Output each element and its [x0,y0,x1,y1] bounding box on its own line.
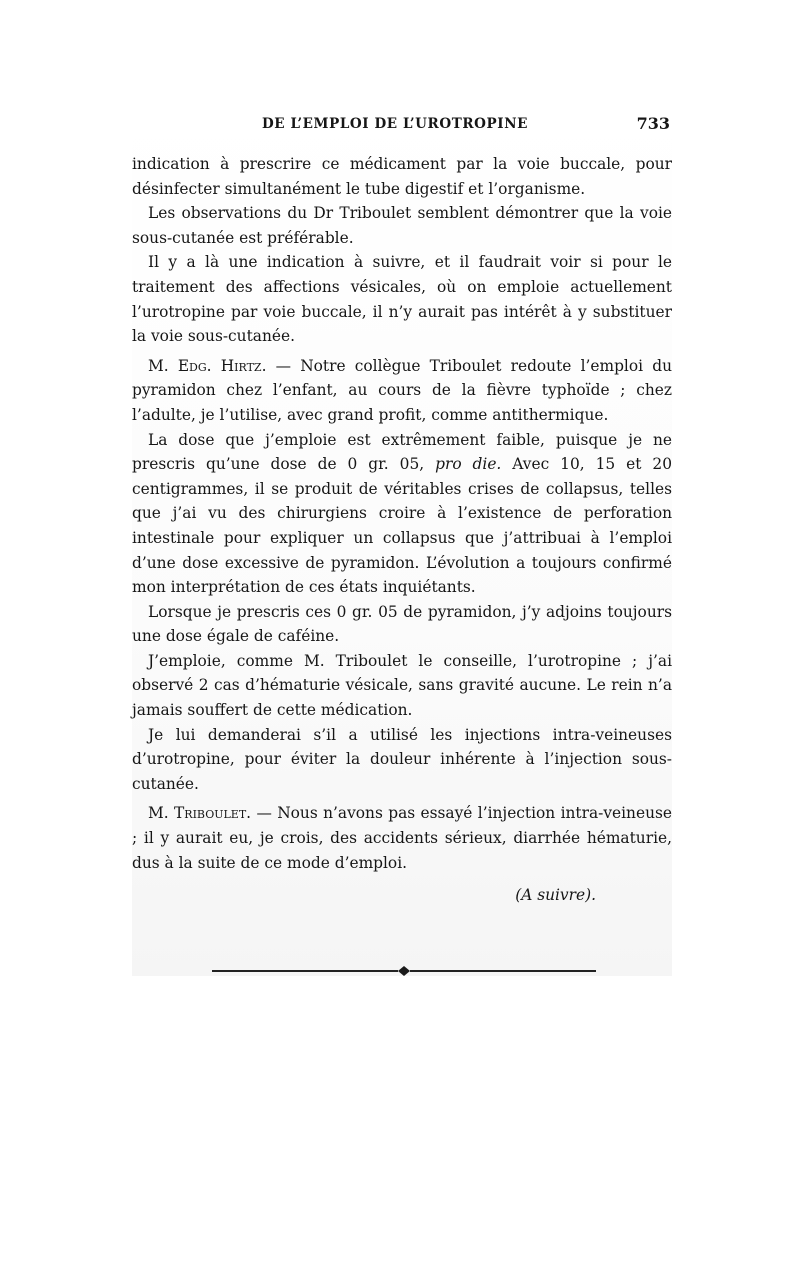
paragraph [132,801,672,875]
page-number: 733 [636,114,670,133]
page-body [132,152,672,908]
continuation-note: (A suivre). [515,886,596,905]
paragraph-text: La dose que j’emploie est extrêmement faible, puisque je ne prescris qu’une dose de 0 gr. 05, [132,430,672,474]
paragraph [132,428,672,600]
page-header [132,116,672,138]
separator-line [212,970,398,972]
paragraph: Lorsque je prescris ces 0 gr. 05 de pyramidon, j’y adjoins toujours une dose égale de caféine. [132,602,672,646]
paragraph-text: Avec 10, 15 et 20 centigrammes, il se produit de véritables crises de collapsus, telles que j’ai vu des chirurgiens croire à l’existence de perforation intestinale pour expliquer un collapsus que j’attribuai à l’emploi d’une dose excessive de pyramidon. L’évolution a toujours confirmé mon interprétation de ces états inquiétants. [132,455,672,597]
paragraph: Les observations du Dr Triboulet semblent démontrer que la voie sous-cutanée est préférable. [132,204,672,247]
paragraph: Il y a là une indication à suivre, et il faudrait voir si pour le traitement des affections vésicales, où on emploie actuellement l’urotropine par voie buccale, il n’y aurait pas intérêt à y substituer la voie sous-cutanée. [132,253,672,346]
speaker-name: M. Edg. Hirtz. [148,356,267,375]
separator-line [410,970,596,972]
paragraph: indication à prescrire ce médicament par la voie buccale, pour désinfecter simultanément le tube digestif et l’organisme. [132,155,672,198]
paragraph: J’emploie, comme M. Triboulet le conseille, l’urotropine ; j’ai observé 2 cas d’hématurie vésicale, sans gravité aucune. Le rein n’a jamais souffert de cette médication. [132,651,672,720]
running-title: DE L’EMPLOI DE L’UROTROPINE [262,116,529,132]
diamond-ornament-icon [398,966,410,976]
paragraph-text: — Notre collègue Triboulet redoute l’emploi du pyramidon chez l’enfant, au cours de la fièvre typhoïde ; chez l’adulte, je l’utilise, avec grand profit, comme antithermique. [132,356,672,424]
section-separator [212,966,596,976]
book-page [132,106,672,976]
paragraph-text: — Nous n’avons pas essayé l’injection intra-veineuse ; il y aurait eu, je crois, des accidents sérieux, diarrhée hématurie, dus à la suite de ce mode d’emploi. [132,804,672,872]
italic-text: pro die. [435,455,502,474]
paragraph: Je lui demanderai s’il a utilisé les injections intra-veineuses d’urotropine, pour éviter la douleur inhérente à l’injection sous-cutanée. [132,725,672,793]
speaker-name: M. Triboulet. [148,804,252,823]
paragraph [132,354,672,428]
